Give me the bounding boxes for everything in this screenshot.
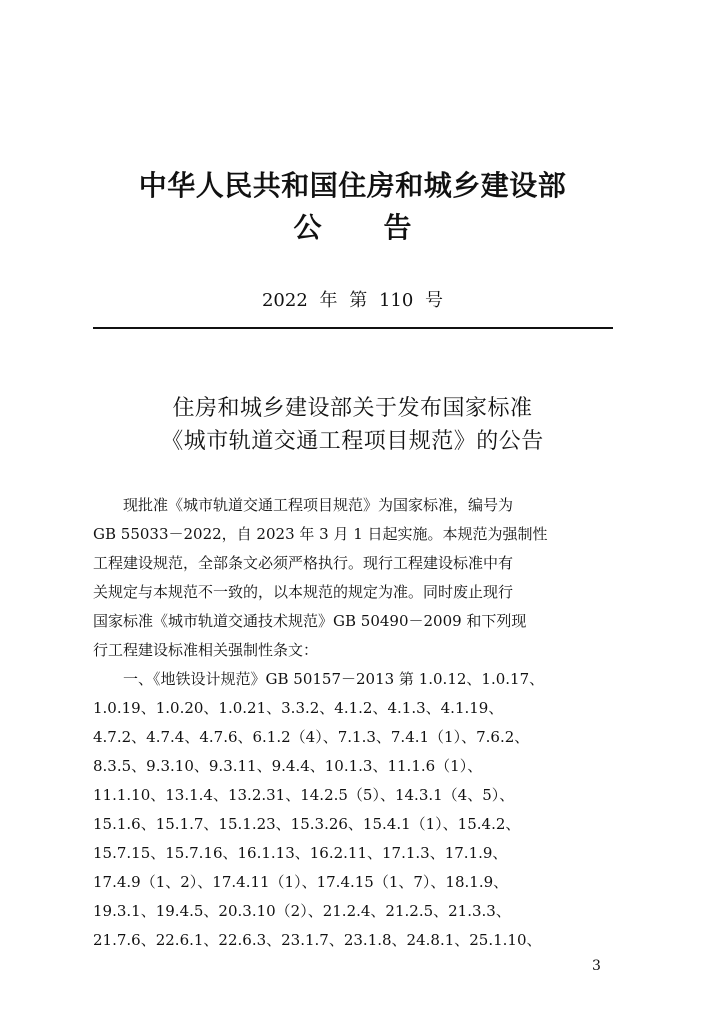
paragraph-2-line: 4.7.2、4.7.4、4.7.6、6.1.2（4）、7.1.3、7.4.1（1）、7.6.2、 bbox=[93, 728, 530, 746]
issuing-authority-title: 中华人民共和国住房和城乡建设部 bbox=[138, 169, 567, 202]
paragraph-2-line: 21.7.6、22.6.1、22.6.3、23.1.7、23.1.8、24.8.1、25.1.10、 bbox=[93, 931, 542, 949]
paragraph-2-line: 17.4.9（1、2）、17.4.11（1）、17.4.15（1、7）、18.1.9、 bbox=[93, 873, 509, 891]
paragraph-2-line: 15.7.15、15.7.16、16.1.13、16.2.11、17.1.3、17.1.9、 bbox=[93, 844, 508, 862]
paragraph-2-line: 15.1.6、15.1.7、15.1.23、15.3.26、15.4.1（1）、15.4.2、 bbox=[93, 815, 521, 833]
paragraph-1-line: 现批准《城市轨道交通工程项目规范》为国家标准，编号为 bbox=[123, 496, 514, 514]
header-divider bbox=[93, 327, 613, 329]
paragraph-2-line: 19.3.1、19.4.5、20.3.10（2）、21.2.4、21.2.5、21.3.3、 bbox=[93, 902, 511, 920]
paragraph-1-line: 国家标准《城市轨道交通技术规范》GB 50490－2009 和下列现 bbox=[93, 612, 527, 630]
page-number: 3 bbox=[592, 958, 601, 974]
paragraph-1-line: 行工程建设标准相关强制性条文： bbox=[93, 641, 319, 659]
document-number: 2022 年 第 110 号 bbox=[261, 290, 444, 311]
paragraph-2-line: 1.0.19、1.0.20、1.0.21、3.3.2、4.1.2、4.1.3、4.1.19、 bbox=[93, 699, 504, 717]
paragraph-2-line: 一、《地铁设计规范》GB 50157－2013 第 1.0.12、1.0.17、 bbox=[123, 670, 545, 688]
announcement-subtitle-line-1: 住房和城乡建设部关于发布国家标准 bbox=[172, 396, 533, 421]
paragraph-1-line: GB 55033－2022，自 2023 年 3 月 1 日起实施。本规范为强制性 bbox=[93, 525, 548, 543]
paragraph-2-line: 11.1.10、13.1.4、13.2.31、14.2.5（5）、14.3.1（4、5）、 bbox=[93, 786, 515, 804]
paragraph-1-line: 关规定与本规范不一致的，以本规范的规定为准。同时废止现行 bbox=[93, 583, 514, 601]
paragraph-2-line: 8.3.5、9.3.10、9.3.11、9.4.4、10.1.3、11.1.6（1）、 bbox=[93, 757, 483, 775]
announcement-subtitle-line-2: 《城市轨道交通工程项目规范》的公告 bbox=[161, 429, 544, 454]
announcement-title: 公告 bbox=[293, 211, 474, 244]
paragraph-1-line: 工程建设规范，全部条文必须严格执行。现行工程建设标准中有 bbox=[93, 554, 514, 572]
